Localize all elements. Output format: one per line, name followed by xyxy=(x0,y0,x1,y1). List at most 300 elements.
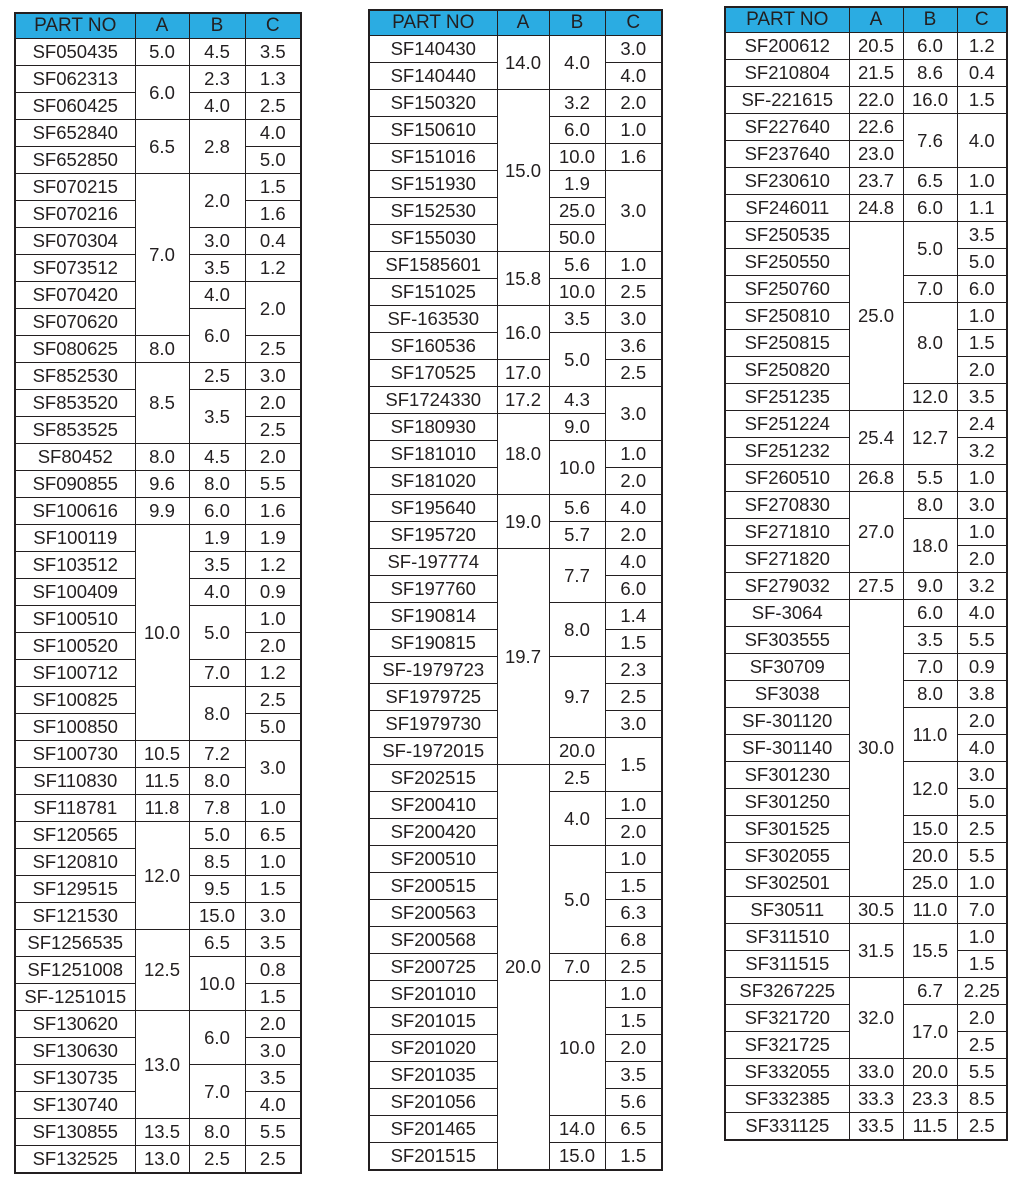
table-row xyxy=(725,195,1007,222)
cell-c: 2.5 xyxy=(245,687,301,714)
table-row xyxy=(15,1146,301,1174)
header-a: A xyxy=(497,10,549,36)
cell-c: 3.0 xyxy=(245,903,301,930)
table-row xyxy=(15,822,301,849)
cell-part-no: SF302055 xyxy=(725,843,849,870)
cell-b: 9.7 xyxy=(549,657,605,738)
cell-c: 1.0 xyxy=(605,252,662,279)
cell-a: 23.7 xyxy=(849,168,903,195)
cell-b: 8.0 xyxy=(189,1119,245,1146)
cell-part-no: SF118781 xyxy=(15,795,135,822)
cell-part-no: SF311515 xyxy=(725,951,849,978)
cell-c: 1.0 xyxy=(957,303,1007,330)
cell-part-no: SF1724330 xyxy=(369,387,497,414)
cell-b: 4.0 xyxy=(549,36,605,90)
cell-c: 2.0 xyxy=(957,1005,1007,1032)
cell-c: 1.0 xyxy=(957,870,1007,897)
cell-c: 2.0 xyxy=(605,819,662,846)
cell-c: 1.0 xyxy=(245,795,301,822)
cell-b: 6.0 xyxy=(189,498,245,525)
cell-b: 2.0 xyxy=(189,174,245,228)
table-row xyxy=(15,66,301,93)
cell-b: 10.0 xyxy=(549,279,605,306)
cell-c: 5.0 xyxy=(245,147,301,174)
cell-c: 3.5 xyxy=(245,930,301,957)
cell-part-no: SF050435 xyxy=(15,39,135,66)
cell-c: 1.0 xyxy=(605,441,662,468)
cell-a: 13.0 xyxy=(135,1011,189,1119)
cell-b: 25.0 xyxy=(549,198,605,225)
cell-b: 4.0 xyxy=(189,93,245,120)
table-row xyxy=(15,336,301,363)
cell-part-no: SF195720 xyxy=(369,522,497,549)
cell-part-no: SF060425 xyxy=(15,93,135,120)
cell-part-no: SF190814 xyxy=(369,603,497,630)
cell-part-no: SF200612 xyxy=(725,33,849,60)
cell-c: 1.4 xyxy=(605,603,662,630)
table-row xyxy=(369,252,662,279)
cell-part-no: SF100119 xyxy=(15,525,135,552)
cell-c: 3.5 xyxy=(957,222,1007,249)
cell-c: 1.5 xyxy=(245,876,301,903)
cell-b: 50.0 xyxy=(549,225,605,252)
cell-part-no: SF321720 xyxy=(725,1005,849,1032)
cell-c: 3.5 xyxy=(957,384,1007,411)
cell-c: 3.2 xyxy=(957,438,1007,465)
cell-part-no: SF100409 xyxy=(15,579,135,606)
cell-b: 2.5 xyxy=(189,363,245,390)
cell-c: 3.0 xyxy=(605,171,662,252)
cell-c: 2.0 xyxy=(605,90,662,117)
cell-a: 31.5 xyxy=(849,924,903,978)
cell-c: 2.3 xyxy=(605,657,662,684)
cell-part-no: SF271820 xyxy=(725,546,849,573)
cell-c: 1.0 xyxy=(957,519,1007,546)
cell-c: 1.1 xyxy=(957,195,1007,222)
table-row xyxy=(15,471,301,498)
cell-part-no: SF270830 xyxy=(725,492,849,519)
cell-part-no: SF155030 xyxy=(369,225,497,252)
cell-part-no: SF652840 xyxy=(15,120,135,147)
cell-part-no: SF073512 xyxy=(15,255,135,282)
cell-b: 14.0 xyxy=(549,1116,605,1143)
cell-c: 5.0 xyxy=(957,789,1007,816)
cell-part-no: SF132525 xyxy=(15,1146,135,1174)
cell-b: 3.0 xyxy=(189,228,245,255)
cell-part-no: SF250550 xyxy=(725,249,849,276)
cell-part-no: SF201056 xyxy=(369,1089,497,1116)
cell-part-no: SF279032 xyxy=(725,573,849,600)
cell-part-no: SF1251008 xyxy=(15,957,135,984)
cell-part-no: SF201020 xyxy=(369,1035,497,1062)
cell-b: 2.5 xyxy=(549,765,605,792)
cell-b: 7.0 xyxy=(549,954,605,981)
table-row xyxy=(725,465,1007,492)
cell-c: 1.2 xyxy=(245,552,301,579)
table-row xyxy=(369,495,662,522)
cell-part-no: SF197760 xyxy=(369,576,497,603)
cell-b: 2.8 xyxy=(189,120,245,174)
cell-c: 1.5 xyxy=(957,87,1007,114)
cell-part-no: SF853525 xyxy=(15,417,135,444)
cell-part-no: SF200563 xyxy=(369,900,497,927)
cell-b: 8.0 xyxy=(189,687,245,741)
header-a: A xyxy=(135,13,189,39)
header-part-no: PART NO xyxy=(369,10,497,36)
cell-c: 5.6 xyxy=(605,1089,662,1116)
cell-b: 7.0 xyxy=(903,654,957,681)
cell-c: 1.0 xyxy=(605,117,662,144)
cell-c: 1.2 xyxy=(245,255,301,282)
cell-part-no: SF652850 xyxy=(15,147,135,174)
cell-c: 3.2 xyxy=(957,573,1007,600)
cell-part-no: SF121530 xyxy=(15,903,135,930)
table-header xyxy=(15,13,301,39)
cell-c: 3.8 xyxy=(957,681,1007,708)
cell-part-no: SF-197774 xyxy=(369,549,497,576)
cell-part-no: SF130740 xyxy=(15,1092,135,1119)
cell-c: 1.0 xyxy=(245,849,301,876)
cell-c: 1.5 xyxy=(245,984,301,1011)
cell-c: 2.5 xyxy=(605,684,662,711)
cell-c: 1.0 xyxy=(605,846,662,873)
cell-c: 1.5 xyxy=(605,1008,662,1035)
cell-a: 6.0 xyxy=(135,66,189,120)
table-row xyxy=(15,120,301,147)
cell-a: 17.0 xyxy=(497,360,549,387)
cell-part-no: SF180930 xyxy=(369,414,497,441)
cell-c: 1.0 xyxy=(957,924,1007,951)
header-part-no: PART NO xyxy=(15,13,135,39)
cell-c: 3.0 xyxy=(245,1038,301,1065)
cell-part-no: SF-1972015 xyxy=(369,738,497,765)
cell-c: 7.0 xyxy=(957,897,1007,924)
parts-table-3 xyxy=(724,6,1008,1141)
table-row xyxy=(369,36,662,63)
cell-a: 12.0 xyxy=(135,822,189,930)
table-row xyxy=(725,87,1007,114)
cell-part-no: SF130620 xyxy=(15,1011,135,1038)
cell-part-no: SF321725 xyxy=(725,1032,849,1059)
cell-c: 2.0 xyxy=(605,468,662,495)
header-c: C xyxy=(605,10,662,36)
table-row xyxy=(725,573,1007,600)
cell-b: 7.7 xyxy=(549,549,605,603)
cell-part-no: SF100730 xyxy=(15,741,135,768)
table-body xyxy=(15,39,301,1174)
cell-part-no: SF-1251015 xyxy=(15,984,135,1011)
cell-part-no: SF301525 xyxy=(725,816,849,843)
cell-c: 2.5 xyxy=(605,360,662,387)
cell-part-no: SF250815 xyxy=(725,330,849,357)
table-row xyxy=(15,795,301,822)
cell-c: 1.3 xyxy=(245,66,301,93)
cell-b: 15.0 xyxy=(189,903,245,930)
cell-a: 30.0 xyxy=(849,600,903,897)
cell-a: 17.2 xyxy=(497,387,549,414)
cell-part-no: SF271810 xyxy=(725,519,849,546)
cell-b: 6.7 xyxy=(903,978,957,1005)
cell-c: 1.5 xyxy=(605,1143,662,1171)
cell-c: 3.0 xyxy=(957,492,1007,519)
cell-c: 2.5 xyxy=(957,816,1007,843)
cell-c: 2.0 xyxy=(957,357,1007,384)
cell-a: 13.0 xyxy=(135,1146,189,1174)
cell-part-no: SF227640 xyxy=(725,114,849,141)
cell-c: 5.0 xyxy=(957,249,1007,276)
cell-part-no: SF181010 xyxy=(369,441,497,468)
cell-part-no: SF100712 xyxy=(15,660,135,687)
table-row xyxy=(15,1011,301,1038)
cell-c: 1.2 xyxy=(957,33,1007,60)
cell-c: 1.6 xyxy=(245,201,301,228)
header-b: B xyxy=(189,13,245,39)
cell-b: 23.3 xyxy=(903,1086,957,1113)
cell-part-no: SF070215 xyxy=(15,174,135,201)
cell-part-no: SF070216 xyxy=(15,201,135,228)
cell-c: 6.5 xyxy=(245,822,301,849)
cell-b: 5.7 xyxy=(549,522,605,549)
cell-b: 6.0 xyxy=(903,33,957,60)
table-row xyxy=(725,33,1007,60)
cell-a: 27.5 xyxy=(849,573,903,600)
cell-c: 4.0 xyxy=(957,600,1007,627)
cell-part-no: SF129515 xyxy=(15,876,135,903)
cell-a: 8.5 xyxy=(135,363,189,444)
cell-c: 6.0 xyxy=(957,276,1007,303)
cell-a: 19.0 xyxy=(497,495,549,549)
cell-b: 8.0 xyxy=(903,492,957,519)
cell-c: 1.5 xyxy=(605,738,662,792)
table-row xyxy=(725,897,1007,924)
cell-b: 6.5 xyxy=(189,930,245,957)
cell-b: 8.0 xyxy=(903,681,957,708)
cell-part-no: SF311510 xyxy=(725,924,849,951)
cell-part-no: SF303555 xyxy=(725,627,849,654)
cell-b: 8.6 xyxy=(903,60,957,87)
cell-a: 10.0 xyxy=(135,525,189,741)
cell-part-no: SF110830 xyxy=(15,768,135,795)
cell-part-no: SF1585601 xyxy=(369,252,497,279)
table-row xyxy=(15,174,301,201)
cell-b: 15.0 xyxy=(549,1143,605,1171)
cell-a: 20.0 xyxy=(497,765,549,1171)
cell-b: 1.9 xyxy=(549,171,605,198)
cell-part-no: SF181020 xyxy=(369,468,497,495)
cell-part-no: SF301250 xyxy=(725,789,849,816)
cell-c: 2.5 xyxy=(245,336,301,363)
cell-b: 3.5 xyxy=(903,627,957,654)
cell-c: 2.0 xyxy=(245,282,301,336)
cell-b: 5.5 xyxy=(903,465,957,492)
cell-b: 6.0 xyxy=(903,600,957,627)
cell-c: 4.0 xyxy=(605,495,662,522)
cell-c: 2.0 xyxy=(605,1035,662,1062)
cell-part-no: SF140440 xyxy=(369,63,497,90)
cell-a: 15.0 xyxy=(497,90,549,252)
cell-part-no: SF070620 xyxy=(15,309,135,336)
cell-a: 25.0 xyxy=(849,222,903,411)
cell-b: 9.5 xyxy=(189,876,245,903)
header-c: C xyxy=(957,7,1007,33)
cell-part-no: SF201515 xyxy=(369,1143,497,1171)
cell-b: 8.5 xyxy=(189,849,245,876)
cell-c: 2.5 xyxy=(957,1113,1007,1141)
table-row xyxy=(369,387,662,414)
cell-c: 5.5 xyxy=(245,471,301,498)
cell-b: 12.0 xyxy=(903,762,957,816)
cell-part-no: SF200568 xyxy=(369,927,497,954)
cell-c: 2.0 xyxy=(605,522,662,549)
cell-c: 2.5 xyxy=(605,954,662,981)
cell-b: 6.0 xyxy=(189,309,245,363)
cell-a: 9.6 xyxy=(135,471,189,498)
cell-b: 8.0 xyxy=(189,471,245,498)
cell-part-no: SF251235 xyxy=(725,384,849,411)
header-a: A xyxy=(849,7,903,33)
cell-b: 10.0 xyxy=(549,441,605,495)
table-row xyxy=(15,363,301,390)
cell-c: 2.0 xyxy=(245,1011,301,1038)
cell-part-no: SF120565 xyxy=(15,822,135,849)
table-header xyxy=(369,10,662,36)
cell-part-no: SF1979730 xyxy=(369,711,497,738)
cell-part-no: SF080625 xyxy=(15,336,135,363)
cell-b: 10.0 xyxy=(549,981,605,1116)
cell-a: 8.0 xyxy=(135,336,189,363)
cell-part-no: SF237640 xyxy=(725,141,849,168)
cell-b: 4.3 xyxy=(549,387,605,414)
cell-part-no: SF332055 xyxy=(725,1059,849,1086)
cell-a: 33.3 xyxy=(849,1086,903,1113)
cell-a: 22.6 xyxy=(849,114,903,141)
cell-b: 7.6 xyxy=(903,114,957,168)
cell-part-no: SF251232 xyxy=(725,438,849,465)
cell-c: 4.0 xyxy=(245,1092,301,1119)
cell-part-no: SF100616 xyxy=(15,498,135,525)
cell-part-no: SF200420 xyxy=(369,819,497,846)
cell-c: 0.9 xyxy=(957,654,1007,681)
cell-b: 6.0 xyxy=(549,117,605,144)
table-row xyxy=(15,444,301,471)
cell-c: 2.0 xyxy=(245,633,301,660)
cell-part-no: SF80452 xyxy=(15,444,135,471)
cell-part-no: SF152530 xyxy=(369,198,497,225)
table-row xyxy=(15,39,301,66)
cell-c: 0.4 xyxy=(245,228,301,255)
cell-c: 3.5 xyxy=(605,1062,662,1089)
cell-a: 18.0 xyxy=(497,414,549,495)
cell-a: 21.5 xyxy=(849,60,903,87)
cell-part-no: SF250810 xyxy=(725,303,849,330)
cell-c: 3.0 xyxy=(605,711,662,738)
cell-c: 5.5 xyxy=(957,1059,1007,1086)
cell-b: 6.0 xyxy=(903,195,957,222)
cell-b: 5.6 xyxy=(549,252,605,279)
cell-a: 27.0 xyxy=(849,492,903,573)
cell-b: 17.0 xyxy=(903,1005,957,1059)
cell-b: 3.2 xyxy=(549,90,605,117)
cell-b: 8.0 xyxy=(549,603,605,657)
cell-c: 4.0 xyxy=(957,735,1007,762)
table-body xyxy=(369,36,662,1171)
cell-a: 11.5 xyxy=(135,768,189,795)
cell-c: 3.0 xyxy=(245,741,301,795)
cell-part-no: SF331125 xyxy=(725,1113,849,1141)
cell-part-no: SF090855 xyxy=(15,471,135,498)
cell-part-no: SF062313 xyxy=(15,66,135,93)
cell-b: 20.0 xyxy=(549,738,605,765)
table-row xyxy=(369,90,662,117)
cell-b: 5.0 xyxy=(189,822,245,849)
cell-part-no: SF-221615 xyxy=(725,87,849,114)
cell-part-no: SF200725 xyxy=(369,954,497,981)
header-part-no: PART NO xyxy=(725,7,849,33)
cell-part-no: SF190815 xyxy=(369,630,497,657)
cell-b: 7.0 xyxy=(189,660,245,687)
cell-c: 1.5 xyxy=(957,330,1007,357)
cell-c: 0.4 xyxy=(957,60,1007,87)
parts-table-1 xyxy=(14,12,302,1174)
cell-b: 4.0 xyxy=(189,579,245,606)
cell-b: 4.0 xyxy=(189,282,245,309)
cell-c: 8.5 xyxy=(957,1086,1007,1113)
table-row xyxy=(725,1059,1007,1086)
cell-b: 7.0 xyxy=(903,276,957,303)
table-row xyxy=(725,222,1007,249)
cell-b: 5.0 xyxy=(903,222,957,276)
cell-a: 32.0 xyxy=(849,978,903,1059)
table-row xyxy=(725,978,1007,1005)
cell-part-no: SF070304 xyxy=(15,228,135,255)
cell-c: 2.0 xyxy=(957,708,1007,735)
cell-part-no: SF150320 xyxy=(369,90,497,117)
table-row xyxy=(725,600,1007,627)
cell-part-no: SF130855 xyxy=(15,1119,135,1146)
cell-part-no: SF140430 xyxy=(369,36,497,63)
cell-part-no: SF1979725 xyxy=(369,684,497,711)
cell-b: 5.6 xyxy=(549,495,605,522)
cell-part-no: SF-301120 xyxy=(725,708,849,735)
table-body xyxy=(725,33,1007,1141)
cell-b: 20.0 xyxy=(903,1059,957,1086)
cell-b: 4.5 xyxy=(189,444,245,471)
cell-c: 1.0 xyxy=(957,465,1007,492)
cell-part-no: SF1256535 xyxy=(15,930,135,957)
cell-b: 18.0 xyxy=(903,519,957,573)
cell-part-no: SF332385 xyxy=(725,1086,849,1113)
cell-b: 6.0 xyxy=(189,1011,245,1065)
cell-part-no: SF250760 xyxy=(725,276,849,303)
cell-a: 24.8 xyxy=(849,195,903,222)
cell-part-no: SF070420 xyxy=(15,282,135,309)
cell-c: 0.9 xyxy=(245,579,301,606)
cell-part-no: SF210804 xyxy=(725,60,849,87)
cell-b: 15.0 xyxy=(903,816,957,843)
cell-part-no: SF250535 xyxy=(725,222,849,249)
table-row xyxy=(15,1119,301,1146)
table-row xyxy=(15,525,301,552)
cell-c: 1.5 xyxy=(245,174,301,201)
cell-part-no: SF160536 xyxy=(369,333,497,360)
cell-c: 5.5 xyxy=(957,843,1007,870)
parts-table-2 xyxy=(368,9,663,1171)
cell-b: 4.5 xyxy=(189,39,245,66)
cell-c: 1.5 xyxy=(605,630,662,657)
cell-c: 3.0 xyxy=(605,387,662,441)
cell-c: 4.0 xyxy=(605,63,662,90)
cell-a: 25.4 xyxy=(849,411,903,465)
